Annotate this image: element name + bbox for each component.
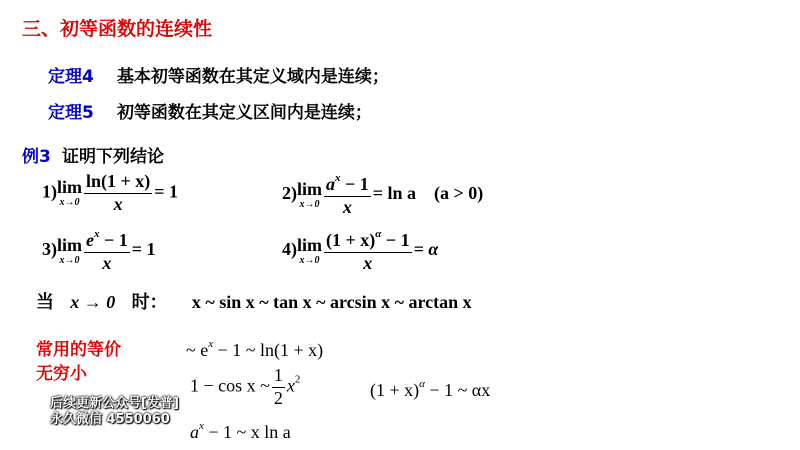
fraction: $\frac{a^x - 1}{x}$ [326,172,369,217]
limit-item-1 [42,172,178,215]
item-number: 3) [42,238,57,259]
when-condition: x → 0 [70,292,116,312]
theorem-5-label: 定理5 [48,103,94,123]
limit-item-2 [282,172,483,218]
theorem-4-label: 定理4 [48,67,94,87]
common-equivalents-note: 常用的等价无穷小 [36,340,121,384]
section-title: 三、初等函数的连续性 [22,18,213,40]
equivalence-chain: x ~ sin x ~ tan x ~ arcsin x ~ arctan x [191,292,472,312]
fraction: $\frac{\ln(1 + x)}{x}$ [86,171,151,214]
item-number: 1) [42,181,57,202]
result: = 1 [131,238,156,259]
fraction: $\frac{e^x - 1}{x}$ [86,228,128,273]
theorem-5 [48,98,372,123]
when-prefix: 当 [36,292,54,313]
result: = α [413,238,439,259]
limit-item-3 [42,228,156,274]
lim-operator: lim x→0 [297,234,322,266]
equivalence-power: $(1 + x)^\alpha - 1$ ~ αx [370,378,491,400]
result: = 1 [154,181,179,202]
fraction: $\frac{(1 + x)^\alpha - 1}{x}$ [326,228,410,273]
item-number: 2) [282,182,297,203]
lim-operator: lim x→0 [57,177,82,209]
watermark-line-1: 后续更新公众号[发普] [50,396,179,411]
item-number: 4) [282,238,297,259]
example-label: 例3 [22,147,51,167]
example-text: 证明下列结论 [62,147,164,167]
limit-item-4 [282,228,438,274]
when-suffix: 时： [131,292,168,313]
when-line [36,288,472,314]
lim-operator: lim x→0 [57,234,82,266]
theorem-5-text: 初等函数在其定义区间内是连续； [116,103,372,123]
theorem-4 [48,62,389,87]
lim-operator: lim x→0 [297,178,322,210]
watermark-line-2: 永久微信 4550060 [50,412,170,427]
condition: (a > 0) [434,182,484,203]
theorem-4-text: 基本初等函数在其定义域内是连续； [116,67,389,87]
result: = ln a [372,182,417,203]
equivalence-exp: ~ $e^x - 1$ ~ ln(1 + x) [186,338,324,360]
equivalence-cos: 1 − cos x ~ $\frac{1}{2}$ $x^2$ [190,365,301,408]
equivalence-a-power: $a^x - 1$ ~ x ln a [190,420,291,442]
watermark [50,396,210,428]
